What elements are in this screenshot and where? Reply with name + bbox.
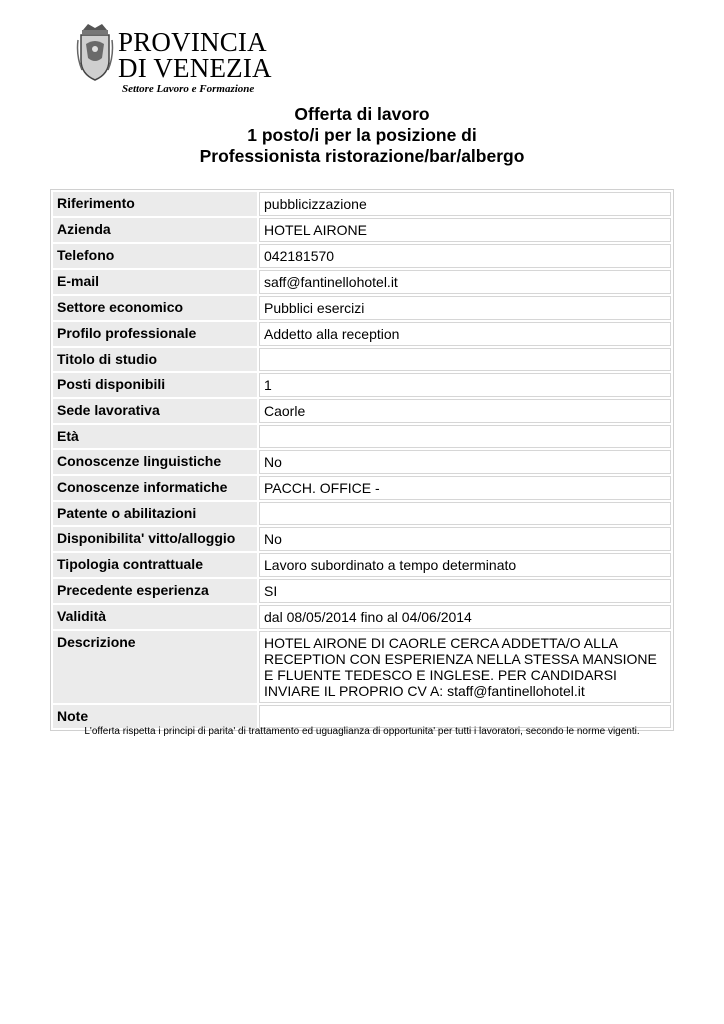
org-name-line1: PROVINCIA: [118, 27, 267, 57]
field-value: pubblicizzazione: [259, 192, 671, 216]
field-value: [259, 705, 671, 728]
field-label: Azienda: [53, 218, 257, 242]
table-row: [53, 605, 671, 629]
org-name-line2: DI VENEZIA: [118, 53, 272, 83]
table-row: [53, 705, 671, 728]
table-row: [53, 476, 671, 500]
table-row: [53, 192, 671, 216]
field-label: Titolo di studio: [53, 348, 257, 371]
field-label: Descrizione: [53, 631, 257, 703]
title-line1: Offerta di lavoro: [294, 104, 430, 124]
field-label: E-mail: [53, 270, 257, 294]
footer-notice: L'offerta rispetta i principi di parita' di trattamento ed uguaglianza di opportunita' per tutti i lavoratori, secondo le norme vigenti.: [84, 726, 640, 737]
field-value: HOTEL AIRONE: [259, 218, 671, 242]
table-row: [53, 553, 671, 577]
provincia-logo: [76, 20, 276, 100]
field-label: Età: [53, 425, 257, 448]
field-label: Telefono: [53, 244, 257, 268]
field-label: Precedente esperienza: [53, 579, 257, 603]
field-value: No: [259, 450, 671, 474]
field-label: Note: [53, 705, 257, 728]
field-value: Lavoro subordinato a tempo determinato: [259, 553, 671, 577]
field-label: Conoscenze linguistiche: [53, 450, 257, 474]
table-row: [53, 218, 671, 242]
table-row: [53, 579, 671, 603]
field-value: 042181570: [259, 244, 671, 268]
field-value: [259, 425, 671, 448]
field-label: Riferimento: [53, 192, 257, 216]
field-value: PACCH. OFFICE -: [259, 476, 671, 500]
field-value: SI: [259, 579, 671, 603]
table-row: [53, 244, 671, 268]
offer-title: [0, 104, 724, 167]
field-value: HOTEL AIRONE DI CAORLE CERCA ADDETTA/O ALLA RECEPTION CON ESPERIENZA NELLA STESSA MANSIONE E FLUENTE TEDESCO E INGLESE. PER CANDIDARSI INVIARE IL PROPRIO CV A: staff@fantinellohotel.it: [259, 631, 671, 703]
table-row: [53, 399, 671, 423]
field-value: Addetto alla reception: [259, 322, 671, 346]
field-value: [259, 502, 671, 525]
department-name: Settore Lavoro e Formazione: [122, 83, 255, 95]
field-label: Profilo professionale: [53, 322, 257, 346]
table-row: [53, 348, 671, 371]
table-row: [53, 425, 671, 448]
table-row: [53, 296, 671, 320]
table-row: [53, 527, 671, 551]
table-row: [53, 450, 671, 474]
table-row: [53, 322, 671, 346]
field-value: No: [259, 527, 671, 551]
title-line3: Professionista ristorazione/bar/albergo: [199, 146, 525, 166]
field-value: dal 08/05/2014 fino al 04/06/2014: [259, 605, 671, 629]
table-row: [53, 270, 671, 294]
field-label: Posti disponibili: [53, 373, 257, 397]
field-label: Disponibilita' vitto/alloggio: [53, 527, 257, 551]
field-label: Sede lavorativa: [53, 399, 257, 423]
field-label: Patente o abilitazioni: [53, 502, 257, 525]
title-line2: 1 posto/i per la posizione di: [247, 125, 477, 145]
table-row: [53, 631, 671, 703]
field-label: Conoscenze informatiche: [53, 476, 257, 500]
job-offer-table: [50, 189, 674, 731]
field-value: Pubblici esercizi: [259, 296, 671, 320]
table-row: [53, 373, 671, 397]
field-value: [259, 348, 671, 371]
field-value: Caorle: [259, 399, 671, 423]
field-label: Settore economico: [53, 296, 257, 320]
table-row: [53, 502, 671, 525]
field-value: 1: [259, 373, 671, 397]
field-value: saff@fantinellohotel.it: [259, 270, 671, 294]
field-label: Tipologia contrattuale: [53, 553, 257, 577]
coat-of-arms-icon: [76, 22, 114, 82]
field-label: Validità: [53, 605, 257, 629]
